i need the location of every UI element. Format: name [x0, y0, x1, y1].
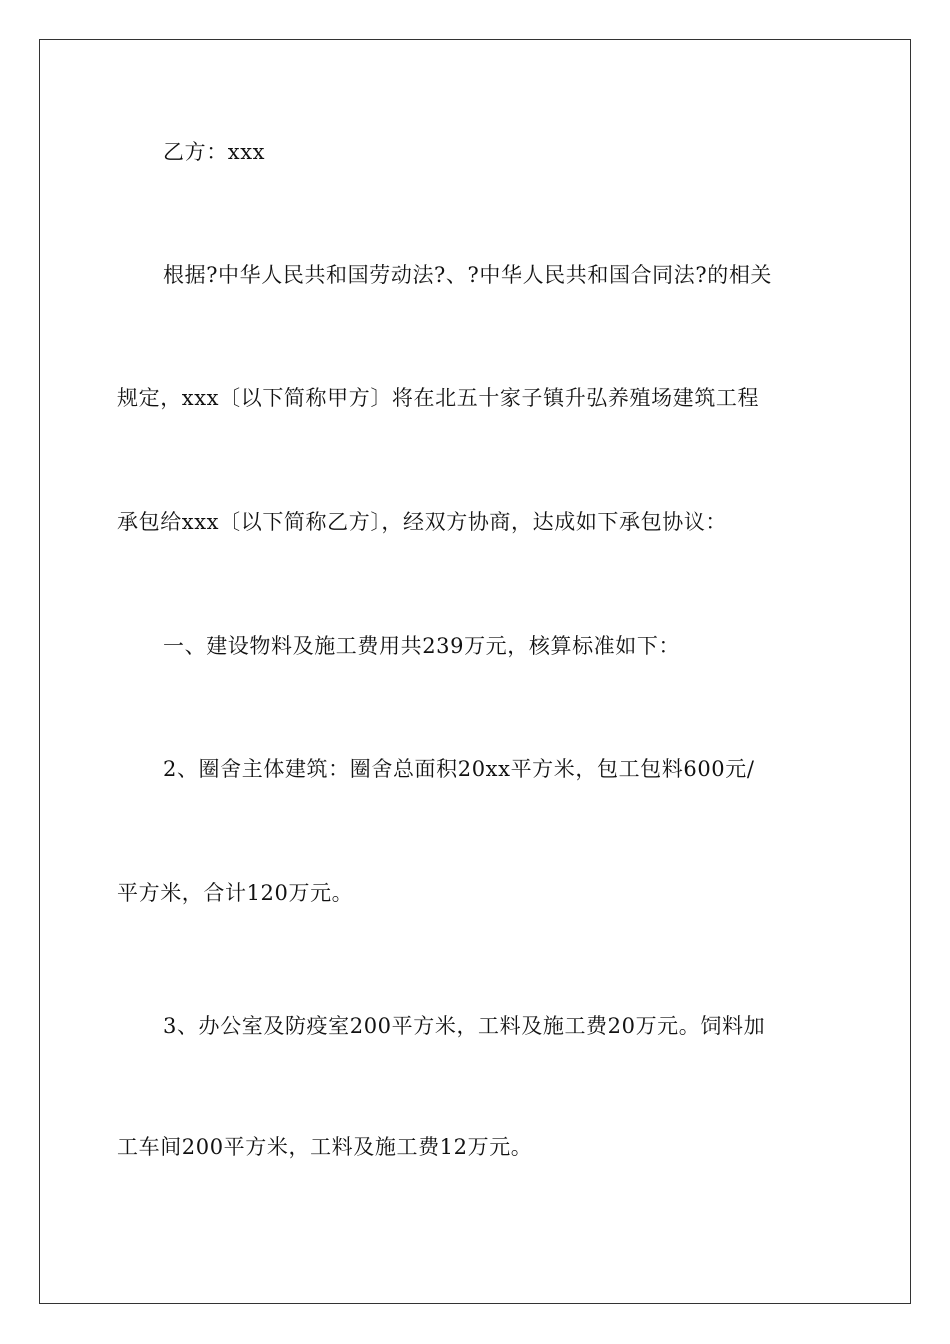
paragraph-line: 根据?中华人民共和国劳动法?、?中华人民共和国合同法?的相关 [163, 263, 773, 287]
item-3-line-cont: 工车间200平方米，工料及施工费12万元。 [117, 1135, 533, 1159]
paragraph-line: 规定，xxx〔以下简称甲方〕将在北五十家子镇升弘养殖场建筑工程 [117, 386, 760, 410]
item-2-line: 2、圈舍主体建筑：圈舍总面积20xx平方米，包工包料600元/ [163, 757, 755, 781]
page-border [39, 39, 911, 1304]
item-2-line-cont: 平方米，合计120万元。 [117, 881, 354, 905]
section-heading-1: 一、建设物料及施工费用共239万元，核算标准如下： [163, 634, 681, 658]
paragraph-line: 承包给xxx〔以下简称乙方〕，经双方协商，达成如下承包协议： [117, 510, 728, 534]
item-3-line: 3、办公室及防疫室200平方米，工料及施工费20万元。饲料加 [163, 1014, 766, 1038]
party-b-line: 乙方：xxx [163, 140, 266, 164]
